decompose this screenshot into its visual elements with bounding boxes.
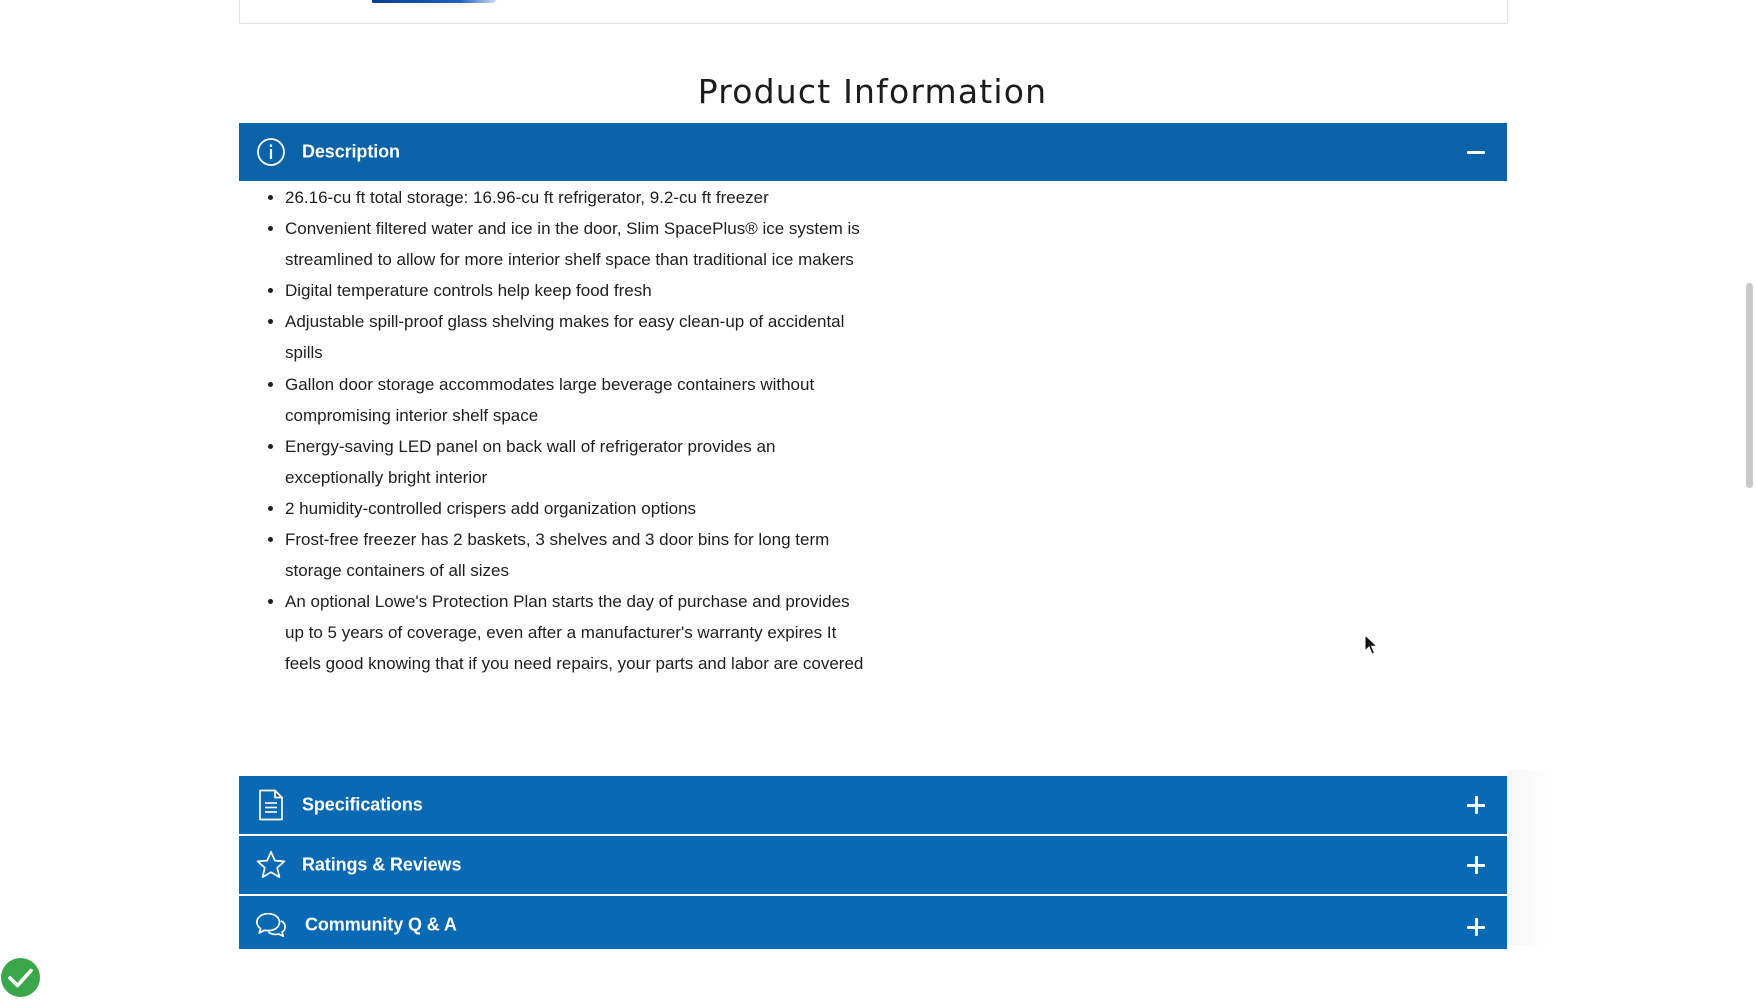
accordion-label-community-qa: Community Q & A [305,914,457,935]
star-icon [255,849,287,881]
scrollbar[interactable] [1744,0,1756,950]
description-list [239,182,939,680]
accordion-label-specifications: Specifications [302,794,423,815]
list-item: Energy-saving LED panel on back wall of refrigerator provides an exceptionally bright interior [285,431,939,493]
accordion-header-ratings-reviews[interactable] [239,836,1507,894]
checkmark-icon [0,957,41,998]
chat-bubbles-icon [255,909,287,941]
accordion-label-ratings-reviews: Ratings & Reviews [302,854,462,875]
list-item: Gallon door storage accommodates large beverage containers without compromising interior shelf space [285,369,939,431]
list-item: Convenient filtered water and ice in the door, Slim SpacePlus® ice system is streamlined to allow for more interior shelf space than traditional ice makers [285,213,939,275]
minus-icon[interactable] [1467,143,1485,161]
description-panel [239,182,939,680]
panel-shadow [1507,770,1552,945]
accordion-header-specifications[interactable] [239,776,1507,834]
list-item: An optional Lowe's Protection Plan starts the day of purchase and provides up to 5 years of coverage, even after a manufacturer's warranty expires It feels good knowing that if you need repairs, your parts and labor are covered [285,586,939,679]
accordion-header-description[interactable] [239,123,1507,181]
scrollbar-thumb[interactable] [1746,283,1753,488]
section-title: Product Information [697,72,1048,111]
list-item: 26.16-cu ft total storage: 16.96-cu ft refrigerator, 9.2-cu ft freezer [285,182,939,213]
document-icon [255,789,287,821]
accordion-header-community-qa[interactable] [239,896,1507,949]
plus-icon[interactable] [1467,856,1485,874]
info-icon [255,136,287,168]
product-gallery-card [239,0,1508,24]
list-item: Adjustable spill-proof glass shelving makes for easy clean-up of accidental spills [285,306,939,368]
product-image-fragment [372,0,497,3]
list-item: Digital temperature controls help keep food fresh [285,275,939,306]
accordion-label-description: Description [302,141,400,162]
plus-icon[interactable] [1467,796,1485,814]
list-item: Frost-free freezer has 2 baskets, 3 shelves and 3 door bins for long term storage containers of all sizes [285,524,939,586]
plus-icon[interactable] [1467,918,1485,936]
mouse-cursor-icon [1364,634,1378,656]
list-item: 2 humidity-controlled crispers add organization options [285,493,939,524]
